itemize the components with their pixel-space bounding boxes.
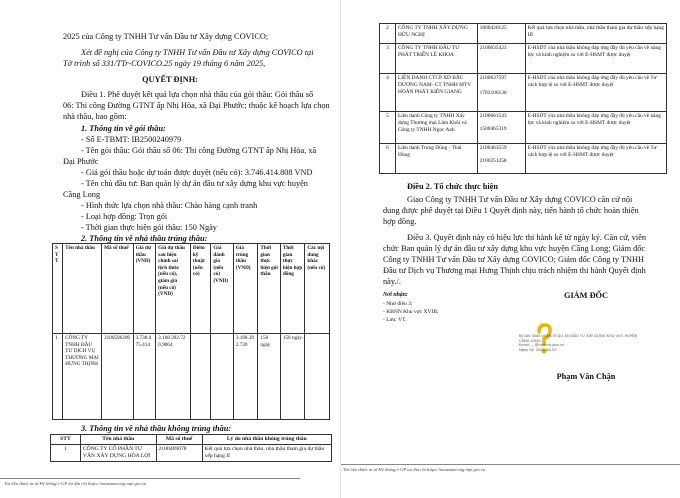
article3-line: Công ty TNHH Tư vấn Đầu tư Xây dựng COVICO; Giám đốc Công ty TNHH: [383, 255, 644, 264]
section1-title: 1. Thông tin về gói thầu:: [81, 124, 166, 133]
cell-stt: 3: [380, 44, 396, 74]
signature-line: Ngày ký: 2025-06-20: [519, 347, 557, 352]
cell-other: [305, 334, 330, 420]
winner-table: [52, 243, 330, 420]
cell-tax: [477, 112, 525, 144]
section1-item: - Loại hợp đồng: Trọn gói: [81, 212, 168, 221]
recipients-title: Nơi nhận:: [383, 292, 408, 298]
th-tax: Mã số thuế: [156, 435, 202, 445]
cell-contractor: Liên danh Công ty TNHH Xây dựng Thương mại Lâm Khôi và Công ty TNHH Ngọc Anh: [395, 112, 477, 144]
section1-item: - Thời gian thực hiện gói thầu: 150 Ngày: [81, 223, 217, 232]
tax-code: 2100463559: [479, 145, 507, 151]
cell-contract-time: 150 ngày: [280, 334, 305, 420]
article3-line: chức Ban quản lý dự án đầu tư xây dựng khu vực huyện Cầng Long; Giám đốc: [383, 244, 646, 253]
section1-item: - Số E-TBMT: IB2500240979: [81, 135, 182, 144]
article2-line: Giao Công ty TNHH Tư vấn Đầu tư Xây dựng COVICO căn cứ nội: [407, 195, 633, 204]
loser-table-header: [51, 435, 332, 445]
table-row: [380, 44, 667, 74]
tax-code: 1702106136: [479, 89, 507, 96]
footer-divider: [0, 478, 300, 479]
cell-stt: 1: [51, 445, 81, 462]
footer-divider: [341, 464, 680, 465]
cell-tax: 2100635423: [477, 44, 525, 74]
recipient-item: - Như điều 3;: [383, 301, 413, 307]
section1-item: - Tên chủ đầu tư: Ban quản lý dự án đầu tư xây dựng khu vực huyện: [81, 179, 308, 188]
proposal-line-1: Xét đề nghị của Công ty TNHH Tư vấn Đầu tư Xây dựng COVICO tại: [81, 48, 314, 57]
cell-reason: Kết quả lựa chọn nhà thầu, nhà thầu tham gia dự thầu xếp hạng II: [202, 445, 331, 462]
cell-reason: E-HSDT của nhà thầu không đáp ứng đầy đủ yêu cầu về năng lực và kinh nghiệm so với E-HSMT được duyệt: [525, 44, 666, 74]
signature-line: Ký bởi: BAN QUẢN LÝ DỰ ÁN ĐẦU TƯ XÂY DỰNG KHU VỰC HUYỆN CẦNG LONG: [519, 334, 638, 343]
cell-reason: Kết quả lựa chọn nhà thầu, nhà thầu tham gia dự thầu xếp hạng III: [525, 24, 666, 44]
article2-heading: Điều 2. Tổ chức thực hiện: [407, 182, 498, 191]
section1-item: - Tên gói thầu: Gói thầu số 06: Thi công Đường GTNT ấp Nhị Hòa, xã: [81, 146, 317, 155]
cell-award-price: 3.168.392.720: [233, 334, 258, 420]
article3-line: Điều 3. Quyết định này có hiệu lực thi hành kể từ ngày ký. Căn cứ, viên: [407, 233, 647, 242]
signer-title: GIÁM ĐỐC: [563, 291, 609, 300]
section1-item: - Giá gói thầu hoặc dự toán được duyệt (nếu có): 3.746.414.808 VND: [81, 168, 313, 177]
tax-code: 2100661543: [479, 113, 507, 119]
th-reason: Lý do nhà thầu không trúng thầu: [202, 435, 331, 445]
tax-code: 2100637597: [479, 75, 507, 81]
th-stt: S T T: [53, 244, 63, 334]
footer-text: Tài liệu được in từ Hệ thống e-GP tại địa chỉ https://muasamcong.mpi.gov.vn: [343, 467, 486, 472]
cell-stt: 1: [53, 334, 63, 420]
th-other: Các nội dung khác (nếu có): [305, 244, 330, 334]
cell-stt: 2: [380, 24, 396, 44]
footer-text: Tài liệu được in từ Hệ thống e-GP tại địa chỉ https://muasamcong.mpi.gov.vn: [4, 481, 147, 486]
decision-heading: QUYẾT ĐỊNH:: [142, 75, 198, 84]
cell-tax: [477, 144, 525, 174]
article3-line: Đầu tư Dịch vụ Thương mại Hưng Thịnh chịu trách nhiệm thi hành Quyết định: [383, 266, 646, 275]
cell-tech-score: [190, 334, 210, 420]
signature-line: Email: ...@travinh.gov.vn: [519, 343, 565, 348]
section3-title: 3. Thông tin về nhà thầu không trúng thầu:: [81, 424, 232, 433]
cell-package-time: 150 ngày: [258, 334, 280, 420]
section1-item: - Hình thức lựa chọn nhà thầu: Chào hàng cạnh tranh: [81, 201, 258, 210]
cell-reason: E-HSDT của nhà thầu không đáp ứng đầy đủ yêu cầu về Tư cách hợp lệ so với E-HSMT được duyệt: [525, 74, 666, 112]
cell-tax: [477, 74, 525, 112]
th-eval-price: Giá đánh giá (nếu có) (VND): [211, 244, 233, 334]
table-row: [380, 144, 667, 174]
intro-line: 2025 của Công ty TNHH Tư vấn Đầu tư Xây dựng COVICO;: [63, 32, 269, 41]
table-row: [380, 24, 667, 44]
digital-signature-info: [519, 334, 639, 352]
cell-tax: 2100596206: [102, 334, 134, 420]
tax-code: 1500465319: [479, 125, 507, 132]
section1-item: Đại Phước: [63, 157, 99, 166]
cell-tax: 2100469078: [156, 445, 202, 462]
cell-stt: 4: [380, 74, 396, 112]
right-page: [340, 0, 680, 498]
article3-line: này./.: [383, 277, 401, 286]
th-adjusted-price: Giá dự thầu sau hiệu chỉnh sai lệch thừa (nếu có), giảm giá (nếu có) (VND): [156, 244, 191, 334]
cell-reason: E-HSDT của nhà thầu không đáp ứng đầy đủ yêu cầu về Tư cách hợp lệ so với E-HSMT được duyệt: [525, 144, 666, 174]
cell-eval-price: [211, 334, 233, 420]
cell-reason: E-HSDT của nhà thầu không đáp ứng đầy đủ yêu cầu về năng lực và kinh nghiệm so với E-HSMT được duyệt: [525, 112, 666, 144]
article1-line-3: nhà thầu, bao gồm:: [63, 112, 127, 121]
section2-title: 2. Thông tin về nhà thầu trúng thầu:: [81, 234, 208, 243]
cell-contractor: CÔNG TY CỔ PHẦN TƯ VẤN XÂY DỰNG HÒA LỢI: [80, 445, 156, 462]
th-stt: STT: [51, 435, 81, 445]
recipient-item: - Lưu: VT.: [383, 317, 407, 323]
signer-name: Phạm Văn Chận: [556, 372, 616, 381]
recipients-list: [383, 300, 439, 324]
loser-table: [50, 434, 332, 462]
section1-item: Cầng Long: [63, 190, 101, 199]
article1-line-1: Điều 1. Phê duyệt kết quả lựa chọn nhà thầu của gói thầu: Gói thầu số: [81, 90, 314, 99]
loser-table-continued: [379, 23, 667, 174]
cell-contractor: LIÊN DANH CTCP XD BẮC DƯƠNG NAM- CT TNHH MTV HOÀN PHÁT KIÊN GIANG: [395, 74, 477, 112]
cell-bid-price: 3.738.075.414: [133, 334, 155, 420]
th-package-time: Thời gian thực hiện gói thầu: [258, 244, 280, 334]
table-row: [51, 445, 332, 462]
th-award-price: Giá trúng thầu (VND): [233, 244, 258, 334]
proposal-line-2: Tờ trình số 331/TTr-COVICO.25 ngày 19 tháng 6 năm 2025,: [63, 59, 266, 68]
cell-contractor: CÔNG TY TNHH XÂY DỰNG HỮU NGHỊ: [395, 24, 477, 44]
cell-stt: 5: [380, 112, 396, 144]
cell-contractor: CÔNG TY TNHH ĐẦU TƯ PHÁT TRIỂN LÊ KHOA: [395, 44, 477, 74]
th-tech-score: Điểm kỹ thuật (nếu có): [190, 244, 210, 334]
article1-line-2: 06: Thi công Đường GTNT ấp Nhị Hòa, xã Đại Phước; thuộc kế hoạch lựa chọn: [63, 101, 330, 110]
cell-stt: 6: [380, 144, 396, 174]
th-contractor: Tên nhà thầu: [63, 244, 102, 334]
cell-tax: 1800420125: [477, 24, 525, 44]
th-contractor: Tên nhà thầu: [80, 435, 156, 445]
table-row: [380, 74, 667, 112]
article2-line: dung được phê duyệt tại Điều 1 Quyết định này, tiến hành tổ chức hoàn thiện: [383, 206, 639, 215]
cell-contractor: Liên danh Trung Dũng - Thái Hùng: [395, 144, 477, 174]
table-row: [53, 334, 330, 420]
article2-line: hợp đồng.: [383, 217, 417, 226]
recipient-item: - KBNN Khu vực XVIII;: [383, 309, 439, 315]
th-tax: Mã số thuế: [102, 244, 134, 334]
tax-code: 2100251258: [479, 157, 507, 164]
th-contract-time: Thời gian thực hiện hợp đồng: [280, 244, 305, 334]
cell-contractor: CÔNG TY TNHH ĐẦU TƯ DỊCH VỤ THƯƠNG MẠI HƯNG THỊNH: [63, 334, 102, 420]
table-row: [380, 112, 667, 144]
cell-adjusted-price: 3.168.392.720,9064: [156, 334, 191, 420]
th-bid-price: Giá dự thầu (VND): [133, 244, 155, 334]
winner-table-header: [53, 244, 330, 334]
